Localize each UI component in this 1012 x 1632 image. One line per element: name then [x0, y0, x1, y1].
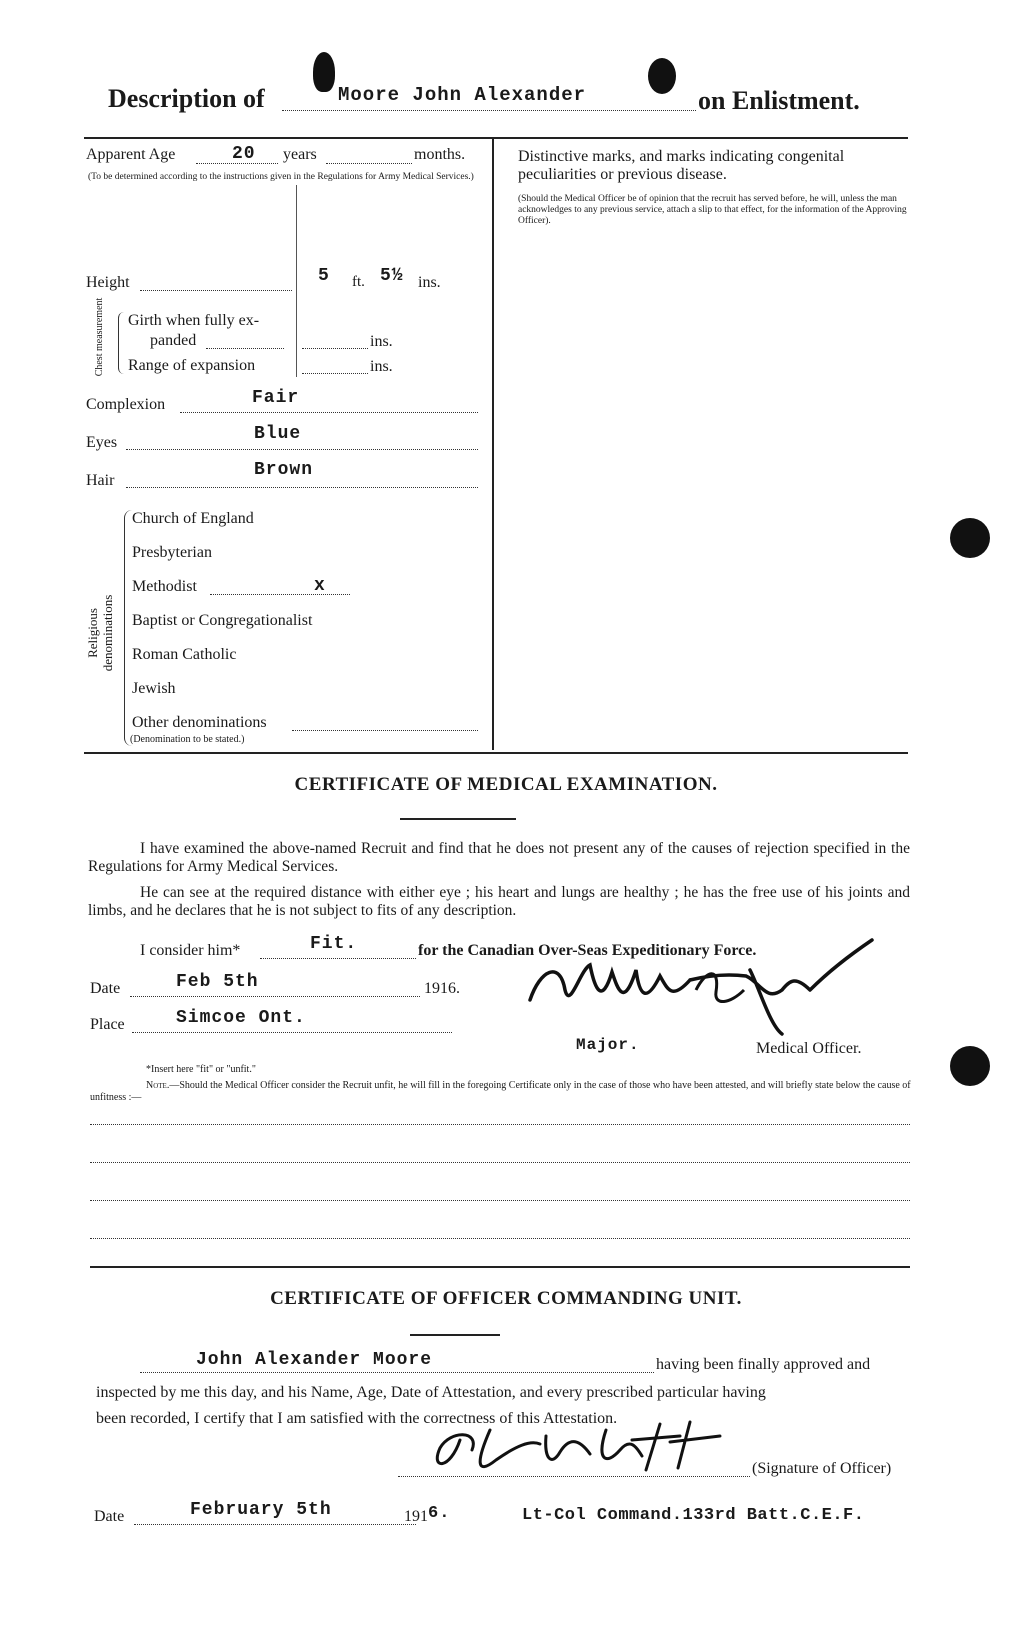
methodist-mark: x	[314, 576, 326, 596]
methodist-dotted-line	[210, 594, 350, 595]
commanding-date-label: Date	[94, 1508, 125, 1525]
commanding-text-2: inspected by me this day, and his Name, Age, Date of Attestation, and every prescribed particular having	[96, 1384, 766, 1401]
girth-ins-label: ins.	[370, 333, 393, 350]
consider-label: I consider him*	[140, 942, 241, 959]
months-dotted-line	[326, 163, 412, 164]
insert-note: *Insert here "fit" or "unfit."	[146, 1064, 256, 1075]
punch-hole-top-right	[648, 58, 676, 94]
commanding-date-value: February 5th	[190, 1500, 332, 1520]
commanding-text-1: having been finally approved and	[656, 1356, 871, 1373]
apparent-age-label: Apparent Age	[86, 146, 176, 163]
medical-officer-signature	[520, 930, 900, 1040]
eyes-label: Eyes	[86, 434, 118, 451]
height-ins-label: ins.	[418, 274, 441, 291]
commanding-officer-signature	[420, 1400, 740, 1480]
hair-label: Hair	[86, 472, 115, 489]
commanding-date-dotted-line	[134, 1524, 416, 1525]
place-label: Place	[90, 1016, 125, 1033]
eyes-value: Blue	[254, 424, 302, 444]
girth-dotted-line	[206, 348, 284, 349]
commanding-section-rule	[90, 1266, 910, 1268]
chest-brace	[118, 312, 127, 374]
medical-date-value: Feb 5th	[176, 972, 259, 992]
hair-dotted-line	[126, 487, 478, 488]
signature-label: (Signature of Officer)	[752, 1460, 892, 1477]
complexion-label: Complexion	[86, 396, 166, 413]
header-suffix: on Enlistment.	[698, 86, 860, 115]
ft-label: ft.	[352, 274, 365, 290]
religion-church-of-england: Church of England	[132, 510, 254, 527]
recruit-name: John Alexander Moore	[196, 1350, 433, 1370]
height-dotted-line	[140, 290, 292, 291]
medical-officer-rank: Major.	[576, 1036, 640, 1054]
distinctive-marks-note: (Should the Medical Officer be of opinion that the recruit has served before, he will, unless the man acknowledges to any previous service, attach a slip to that effect, for the information of the Approving Officer).	[518, 194, 907, 226]
range-value-dotted-line	[302, 373, 368, 374]
medical-date-dotted-line	[130, 996, 420, 997]
signature-dotted-line	[398, 1476, 750, 1477]
religion-methodist: Methodist	[132, 578, 197, 595]
height-label: Height	[86, 274, 130, 291]
chest-side-label: Chest measurement	[94, 297, 105, 377]
age-value: 20	[232, 144, 256, 164]
place-dotted-line	[132, 1032, 452, 1033]
range-ins-label: ins.	[370, 358, 393, 375]
fitness-dotted-line	[260, 958, 416, 959]
medical-paragraph-1: I have examined the above-named Recruit and find that he does not present any of the causes of rejection specified in the Regulations for Army Medical Services.	[88, 840, 910, 875]
fitness-value: Fit.	[310, 934, 358, 954]
girth-label-2: panded	[150, 332, 197, 349]
religion-baptist: Baptist or Congregationalist	[132, 612, 313, 629]
girth-value-dotted-line	[302, 348, 368, 349]
commanding-year-suffix: 6.	[428, 1504, 451, 1523]
punch-hole-right-2	[950, 1046, 990, 1086]
complexion-value: Fair	[252, 388, 300, 408]
enlistee-name: Moore John Alexander	[338, 84, 587, 106]
hair-value: Brown	[254, 460, 314, 480]
medical-title-rule	[400, 818, 516, 820]
age-note: (To be determined according to the instructions given in the Regulations for Army Medical Services.)	[88, 172, 474, 182]
medical-paragraph-2: He can see at the required distance with either eye ; his heart and lungs are healthy ; he has the free use of his joints and limbs, and he declares that he is not subject to fits of any description.	[88, 884, 910, 919]
commanding-title-rule	[410, 1334, 500, 1336]
medical-year: 1916.	[424, 980, 460, 997]
eyes-dotted-line	[126, 449, 478, 450]
unfit-line-4	[90, 1238, 910, 1239]
denomination-note: (Denomination to be stated.)	[130, 734, 245, 745]
unfit-line-1	[90, 1124, 910, 1125]
girth-label-1: Girth when fully ex-	[128, 312, 260, 329]
unfit-line-2	[90, 1162, 910, 1163]
other-dotted-line	[292, 730, 478, 731]
recruit-name-dotted-line	[140, 1372, 654, 1373]
force-label: for the Canadian Over-Seas Expeditionary Force.	[418, 942, 757, 959]
section-rule	[84, 752, 908, 754]
height-inches: 5½	[380, 266, 404, 286]
unfit-note	[90, 1080, 912, 1104]
commanding-text-3: been recorded, I certify that I am satisfied with the correctness of this Attestation.	[96, 1410, 618, 1427]
column-divider	[492, 138, 494, 750]
punch-hole-right-1	[950, 518, 990, 558]
commanding-officer-rank: Lt-Col Command.133rd Batt.C.E.F.	[522, 1506, 865, 1525]
medical-certificate-title: CERTIFICATE OF MEDICAL EXAMINATION.	[294, 774, 718, 795]
religion-side-label: Religious denominations	[85, 594, 115, 672]
note-text: —Should the Medical Officer consider the Recruit unfit, he will fill in the foregoing Certificate only in the case of those who have been attested, and will briefly state below the cause of unfitness :—	[90, 1080, 911, 1103]
medical-officer-label: Medical Officer.	[756, 1040, 862, 1057]
distinctive-marks-heading: Distinctive marks, and marks indicating congenital peculiarities or previous disease.	[518, 148, 845, 183]
unfit-line-3	[90, 1200, 910, 1201]
punch-hole-left	[313, 52, 335, 92]
religion-presbyterian: Presbyterian	[132, 544, 212, 561]
range-label: Range of expansion	[128, 357, 256, 374]
top-rule	[84, 137, 908, 139]
name-dotted-line	[282, 110, 696, 111]
place-value: Simcoe Ont.	[176, 1008, 306, 1028]
years-label: years	[283, 146, 317, 163]
religion-jewish: Jewish	[132, 680, 176, 697]
religion-other: Other denominations	[132, 714, 267, 731]
complexion-dotted-line	[180, 412, 478, 413]
medical-date-label: Date	[90, 980, 121, 997]
height-feet: 5	[318, 266, 330, 286]
commanding-certificate-title: CERTIFICATE OF OFFICER COMMANDING UNIT.	[270, 1288, 742, 1309]
header-prefix: Description of	[108, 84, 265, 113]
religion-roman-catholic: Roman Catholic	[132, 646, 237, 663]
note-prefix: Note.	[146, 1080, 170, 1091]
months-label: months.	[414, 146, 466, 163]
commanding-year-prefix: 191	[404, 1508, 428, 1525]
chest-divider	[296, 185, 297, 377]
